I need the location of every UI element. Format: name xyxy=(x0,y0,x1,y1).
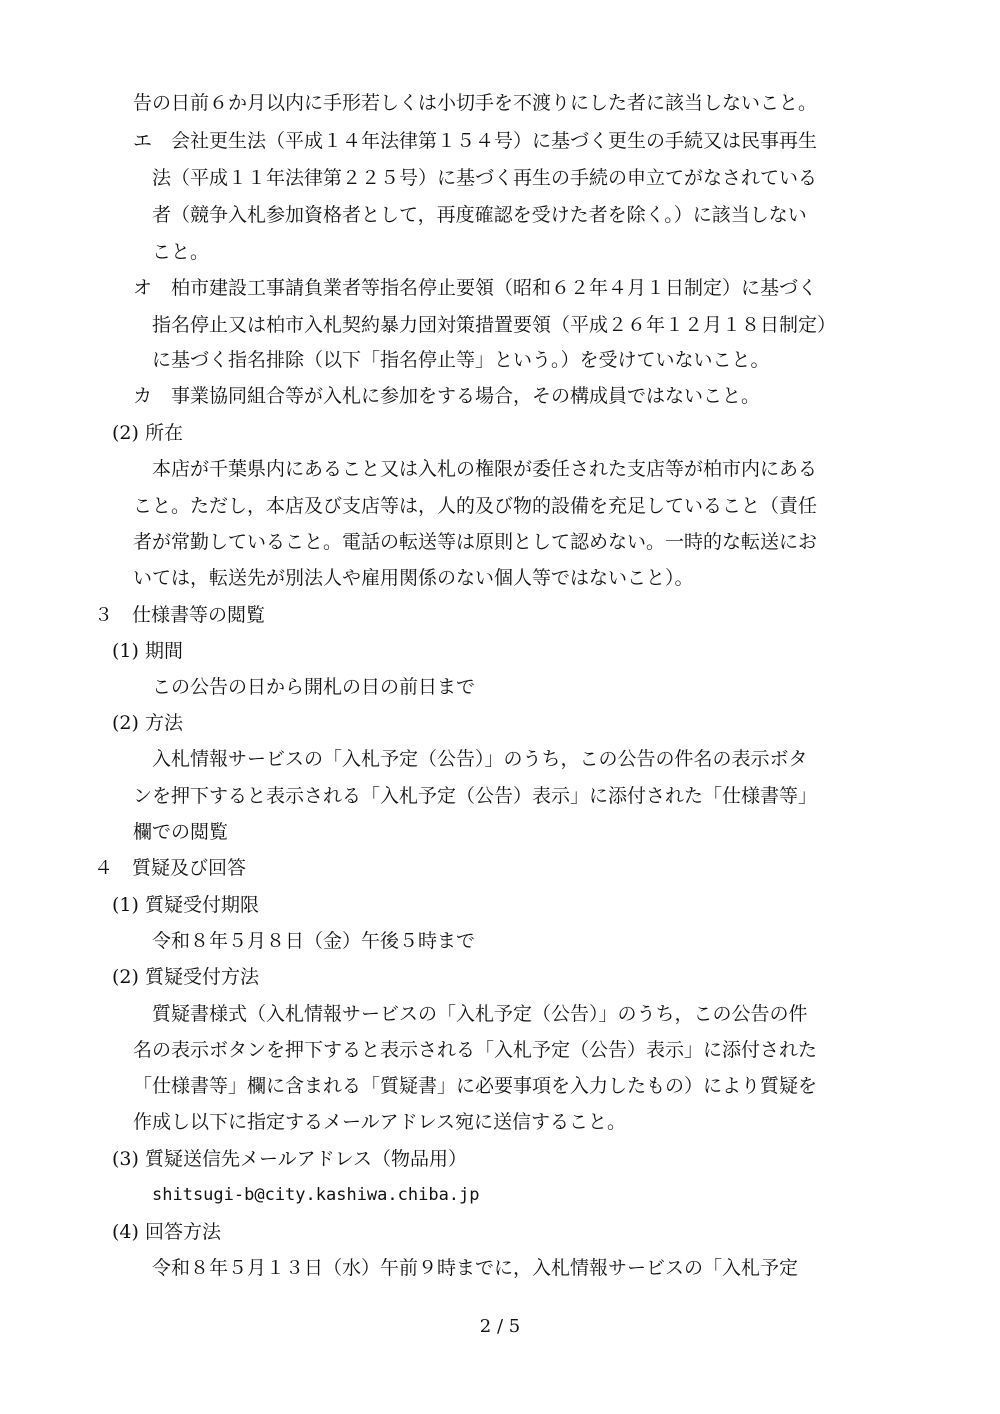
text-line: 令和８年５月１３日（水）午前９時までに，入札情報サービスの「入札予定 xyxy=(152,1257,799,1279)
text-line: 入札情報サービスの「入札予定（公告）」のうち，この公告の件名の表示ボタ xyxy=(152,748,808,770)
section-heading: ３ 仕様書等の閲覧 xyxy=(94,604,266,626)
section-heading: (3) 質疑送信先メールアドレス（物品用） xyxy=(112,1148,468,1170)
text-line: に基づく指名排除（以下「指名停止等」という。）を受けていないこと。 xyxy=(152,349,770,371)
section-heading: (2) 質疑受付方法 xyxy=(112,966,259,988)
text-line: 作成し以下に指定するメールアドレス宛に送信すること。 xyxy=(133,1111,627,1133)
text-line: エ 会社更生法（平成１４年法律第１５４号）に基づく更生の手続又は民事再生 xyxy=(133,130,818,152)
section-heading: (2) 所在 xyxy=(112,422,183,444)
text-line: 本店が千葉県内にあること又は入札の権限が委任された支店等が柏市内にある xyxy=(152,458,818,480)
page-number: 2 / 5 xyxy=(479,1316,521,1337)
text-line: 「仕様書等」欄に含まれる「質疑書」に必要事項を入力したもの）により質疑を xyxy=(133,1075,818,1097)
text-line: 欄での閲覧 xyxy=(133,821,229,843)
text-line: こと。ただし，本店及び支店等は，人的及び物的設備を充足していること（責任 xyxy=(133,495,818,517)
text-line: 法（平成１１年法律第２２５号）に基づく再生の手続の申立てがなされている xyxy=(152,167,818,189)
section-heading: (1) 期間 xyxy=(112,640,183,662)
text-line: 者（競争入札参加資格者として，再度確認を受けた者を除く。）に該当しない xyxy=(152,204,807,226)
section-heading: (2) 方法 xyxy=(112,712,183,734)
text-line: いては，転送先が別法人や雇用関係のない個人等ではないこと）。 xyxy=(133,567,694,589)
section-heading: ４ 質疑及び回答 xyxy=(94,857,247,879)
section-heading: (4) 回答方法 xyxy=(112,1221,221,1243)
text-line: 質疑書様式（入札情報サービスの「入札予定（公告）」のうち，この公告の件 xyxy=(152,1003,808,1025)
email-address: shitsugi-b@city.kashiwa.chiba.jp xyxy=(152,1185,480,1205)
text-line: ンを押下すると表示される「入札予定（公告）表示」に添付された「仕様書等」 xyxy=(133,785,818,807)
text-line: オ 柏市建設工事請負業者等指名停止要領（昭和６２年４月１日制定）に基づく xyxy=(133,277,818,299)
text-line: 告の日前６か月以内に手形若しくは小切手を不渡りにした者に該当しないこと。 xyxy=(133,92,818,114)
text-line: 指名停止又は柏市入札契約暴力団対策措置要領（平成２６年１２月１８日制定） xyxy=(152,314,837,336)
text-line: 者が常勤していること。電話の転送等は原則として認めない。一時的な転送にお xyxy=(133,531,818,553)
section-heading: (1) 質疑受付期限 xyxy=(112,894,259,916)
text-line: こと。 xyxy=(152,241,210,263)
text-line: この公告の日から開札の日の前日まで xyxy=(152,676,476,698)
text-line: 令和８年５月８日（金）午後５時まで xyxy=(152,930,476,952)
text-line: カ 事業協同組合等が入札に参加をする場合，その構成員ではないこと。 xyxy=(133,385,761,407)
text-line: 名の表示ボタンを押下すると表示される「入札予定（公告）表示」に添付された xyxy=(133,1039,818,1061)
